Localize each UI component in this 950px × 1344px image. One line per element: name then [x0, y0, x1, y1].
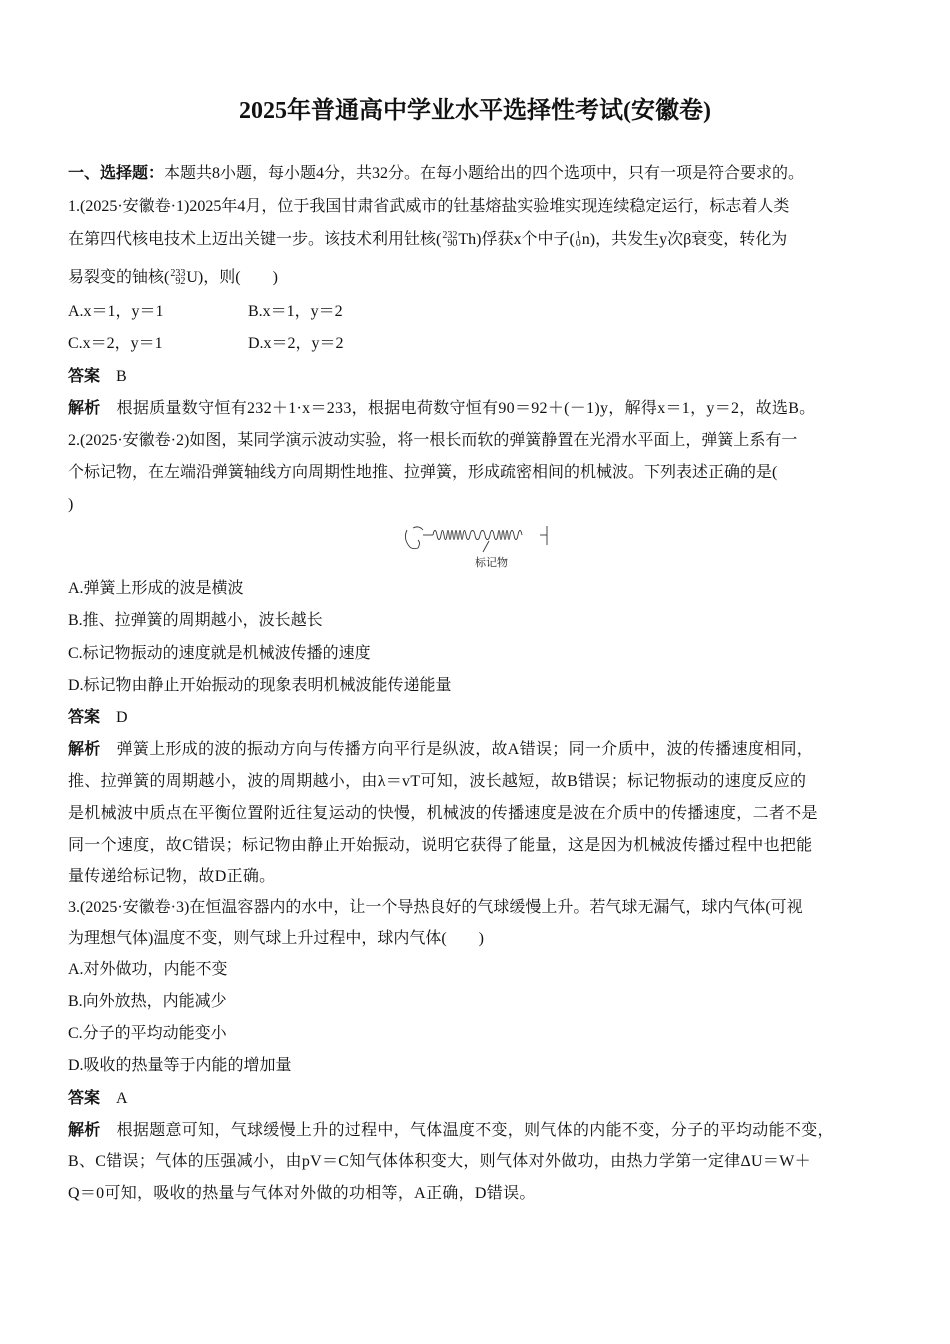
q3-explanation-line2: B、C错误；气体的压强减小，由pV＝C知气体体积变大，则气体对外做功，由热力学第一定律ΔU＝W＋	[68, 1153, 811, 1170]
q1-answer	[68, 367, 127, 387]
q3-explanation-label: 解析	[68, 1122, 101, 1139]
uranium-symbol: U	[186, 269, 198, 286]
q2-explanation-line2: 推、拉弹簧的周期越小，波的周期越小，由λ＝vT可知，波长越短，故B错误；标记物振动的速度反应的	[68, 773, 807, 790]
page-title: 2025年普通高中学业水平选择性考试(安徽卷)	[239, 98, 711, 124]
q1-option-c: C.x＝2，y＝1	[68, 335, 163, 352]
neutron-mass-number: 1	[575, 230, 581, 242]
q2-option-b: B.推、拉弹簧的周期越小，波长越长	[68, 612, 323, 629]
q2-option-a: A.弹簧上形成的波是横波	[68, 580, 244, 597]
q2-answer-value: D	[116, 709, 128, 726]
uranium-nuclide-numbers	[170, 270, 185, 286]
q2-option-c: C.标记物振动的速度就是机械波传播的速度	[68, 645, 371, 662]
section-text: 本题共8小题，每小题4分，共32分。在每小题给出的四个选项中，只有一项是符合要求的。	[164, 165, 805, 182]
q2-option-d: D.标记物由静止开始振动的现象表明机械波能传递能量	[68, 677, 452, 694]
q3-explanation	[68, 1121, 834, 1141]
q2-explanation-label: 解析	[68, 741, 101, 758]
marker-label: 标记物	[475, 556, 508, 569]
q1-stem-line2a: 在第四代核电技术上迈出关键一步。该技术利用钍核(	[68, 231, 442, 248]
q2-explanation-line5: 量传递给标记物，故D正确。	[68, 868, 276, 885]
q2-explanation	[68, 740, 813, 760]
q1-answer-label: 答案	[68, 368, 101, 385]
q1-option-d: D.x＝2，y＝2	[248, 335, 344, 352]
q2-stem-line2: 个标记物，在左端沿弹簧轴线方向周期性地推、拉弹簧，形成疏密相间的机械波。下列表述正确的是(	[68, 464, 778, 481]
q1-option-a: A.x＝1，y＝1	[68, 303, 164, 320]
q3-answer	[68, 1089, 128, 1109]
q3-stem-line2: 为理想气体)温度不变，则气球上升过程中，球内气体( )	[68, 930, 484, 947]
marker-pointer-line	[483, 541, 489, 552]
q3-option-a: A.对外做功，内能不变	[68, 961, 228, 978]
thorium-symbol: Th	[458, 231, 477, 248]
q1-stem-line1: 1.(2025·安徽卷·1)2025年4月，位于我国甘肃省武威市的钍基熔盐实验堆实现连续稳定运行，标志着人类	[68, 198, 790, 215]
q1-stem-line3a: 易裂变的铀核(	[68, 269, 170, 286]
q3-stem-line1: 3.(2025·安徽卷·3)在恒温容器内的水中，让一个导热良好的气球缓慢上升。若气球无漏气，球内气体(可视	[68, 899, 803, 916]
section-label: 一、选择题：	[68, 165, 165, 182]
q1-stem-line3	[68, 268, 278, 288]
q2-answer-label: 答案	[68, 709, 101, 726]
q1-answer-value: B	[116, 368, 127, 385]
spring-coils	[433, 531, 522, 540]
q3-explanation-line3: Q＝0可知，吸收的热量与气体对外做的功相等，A正确，D错误。	[68, 1185, 536, 1202]
thorium-nuclide-numbers	[442, 232, 457, 248]
q2-answer	[68, 708, 128, 728]
q1-explanation	[68, 399, 815, 419]
q1-stem-line3b: )，则( )	[197, 269, 278, 286]
thorium-mass-number: 232	[442, 230, 458, 242]
q1-explanation-label: 解析	[68, 400, 101, 417]
spring-wave-figure	[395, 520, 555, 572]
q3-option-b: B.向外放热，内能减少	[68, 993, 227, 1010]
neutron-symbol: n	[581, 231, 590, 248]
q1-explanation-line1: 根据质量数守恒有232＋1·x＝233，根据电荷数守恒有90＝92＋(－1)y，解得x＝1，y＝2，故选B。	[116, 400, 816, 417]
hand-icon	[405, 527, 423, 549]
q3-option-d: D.吸收的热量等于内能的增加量	[68, 1057, 292, 1074]
uranium-charge-number: 92	[175, 276, 186, 288]
q2-stem-line1: 2.(2025·安徽卷·2)如图，某同学演示波动实验，将一根长而软的弹簧静置在光滑水平面上，弹簧上系有一	[68, 432, 798, 449]
q2-stem-line3: )	[68, 496, 74, 513]
neutron-charge-number: 0	[575, 238, 581, 250]
q1-stem-line2	[68, 230, 787, 250]
q1-option-b: B.x＝1，y＝2	[248, 303, 343, 320]
q1-stem-line2b: )俘获x个中子(	[476, 231, 575, 248]
q3-explanation-line1: 根据题意可知，气球缓慢上升的过程中，气体温度不变，则气体的内能不变，分子的平均动能不变，	[116, 1122, 834, 1139]
q1-stem-line2c: )，共发生y次β衰变，转化为	[589, 231, 788, 248]
neutron-nuclide-numbers	[576, 232, 581, 248]
section-heading	[68, 164, 804, 184]
q2-explanation-line3: 是机械波中质点在平衡位置附近往复运动的快慢，机械波的传播速度是波在介质中的传播速度，二者不是	[68, 805, 818, 822]
q3-answer-value: A	[116, 1090, 128, 1107]
q2-explanation-line1: 弹簧上形成的波的振动方向与传播方向平行是纵波，故A错误；同一介质中，波的传播速度相同，	[116, 741, 814, 758]
uranium-mass-number: 233	[170, 268, 186, 280]
thorium-charge-number: 90	[447, 238, 458, 250]
q3-answer-label: 答案	[68, 1090, 101, 1107]
q3-option-c: C.分子的平均动能变小	[68, 1025, 227, 1042]
q2-explanation-line4: 同一个速度，故C错误；标记物由静止开始振动，说明它获得了能量，这是因为机械波传播过程中也把能	[68, 837, 813, 854]
